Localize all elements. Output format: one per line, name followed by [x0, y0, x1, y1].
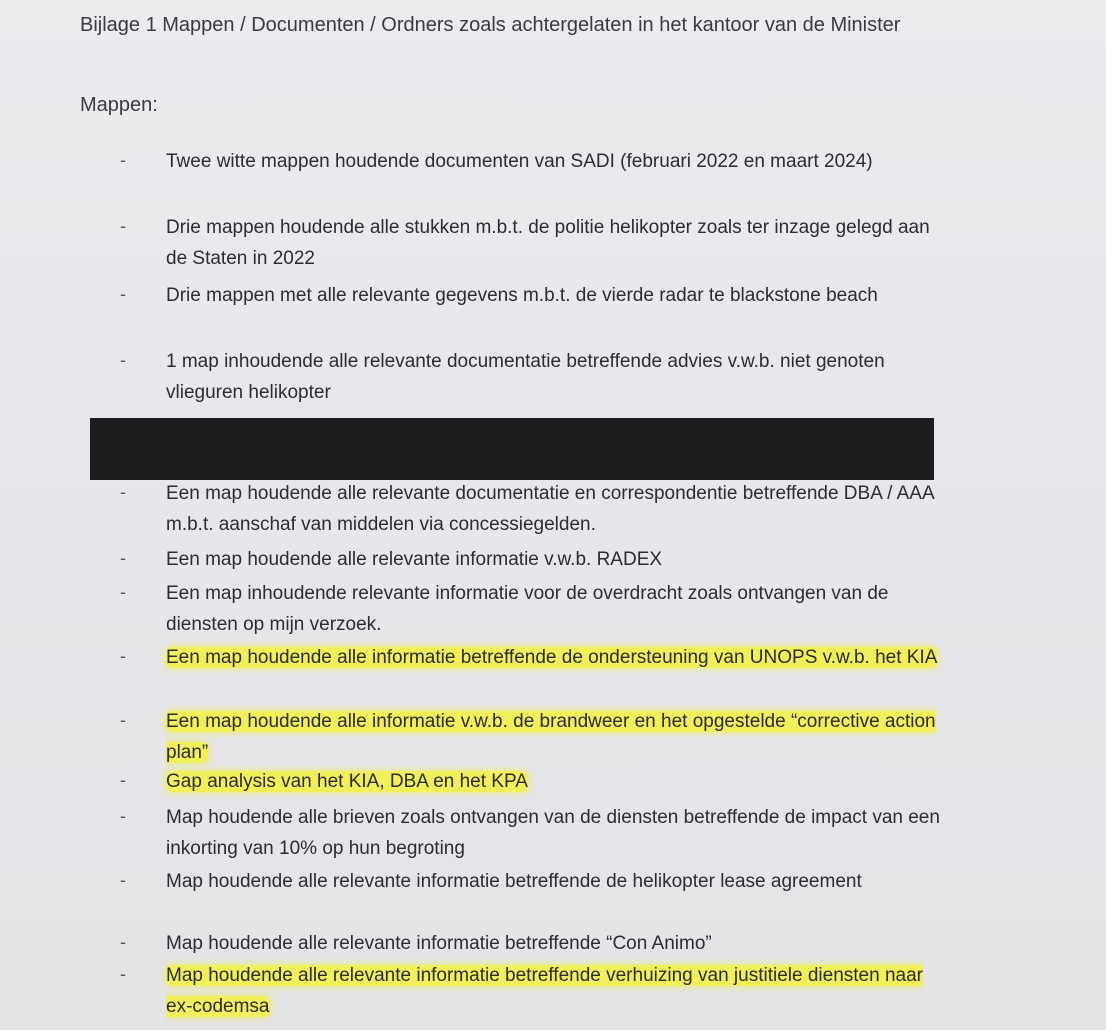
bullet-dash: -	[120, 548, 126, 568]
document-title: Bijlage 1 Mappen / Documenten / Ordners zoals achtergelaten in het kantoor van de Minister	[80, 14, 901, 36]
list-item-text-wrap	[166, 642, 946, 673]
list-item-text: Een map inhoudende relevante informatie voor de overdracht zoals ontvangen van de diensten op mijn verzoek.	[166, 583, 889, 635]
bullet-dash: -	[120, 482, 126, 502]
list-item-text: Drie mappen houdende alle stukken m.b.t. de politie helikopter zoals ter inzage gelegd aan de Staten in 2022	[166, 217, 930, 269]
list-item-text-wrap	[166, 960, 946, 1022]
bullet-dash: -	[120, 350, 126, 370]
bullet-dash: -	[120, 932, 126, 952]
bullet-dash: -	[120, 806, 126, 826]
bullet-dash: -	[120, 284, 126, 304]
bullet-dash: -	[120, 216, 126, 236]
highlighted-text: Een map houdende alle informatie betreffende de ondersteuning van UNOPS v.w.b. het KIA	[166, 647, 938, 668]
highlighted-text: Map houdende alle relevante informatie betreffende verhuizing van justitiele diensten naar ex-codemsa	[166, 965, 923, 1017]
list-item-text-wrap	[166, 766, 946, 797]
highlighted-text: Een map houdende alle informatie v.w.b. de brandweer en het opgestelde “corrective action plan”	[166, 711, 936, 763]
list-item-text: Drie mappen met alle relevante gegevens m.b.t. de vierde radar te blackstone beach	[166, 285, 878, 306]
redaction-bar	[90, 418, 934, 480]
section-label: Mappen:	[80, 94, 158, 116]
list-item-text: Map houdende alle relevante informatie betreffende de helikopter lease agreement	[166, 871, 862, 892]
bullet-dash: -	[120, 870, 126, 890]
list-item-text: Map houdende alle brieven zoals ontvangen van de diensten betreffende de impact van een inkorting van 10% op hun begroting	[166, 807, 940, 859]
list-item-text: 1 map inhoudende alle relevante documentatie betreffende advies v.w.b. niet genoten vlieguren helikopter	[166, 351, 885, 403]
highlighted-text: Gap analysis van het KIA, DBA en het KPA	[166, 771, 528, 792]
bullet-dash: -	[120, 770, 126, 790]
bullet-dash: -	[120, 150, 126, 170]
list-item-text: Twee witte mappen houdende documenten van SADI (februari 2022 en maart 2024)	[166, 151, 873, 172]
bullet-dash: -	[120, 964, 126, 984]
list-item-text-wrap	[166, 706, 946, 768]
bullet-dash: -	[120, 646, 126, 666]
bullet-dash: -	[120, 582, 126, 602]
bullet-dash: -	[120, 710, 126, 730]
list-item-text: Een map houdende alle relevante documentatie en correspondentie betreffende DBA / AAA m.b.t. aanschaf van middelen via concessiegelden.	[166, 483, 934, 535]
list-item-text: Map houdende alle relevante informatie betreffende “Con Animo”	[166, 933, 712, 954]
list-item-text: Een map houdende alle relevante informatie v.w.b. RADEX	[166, 549, 663, 570]
